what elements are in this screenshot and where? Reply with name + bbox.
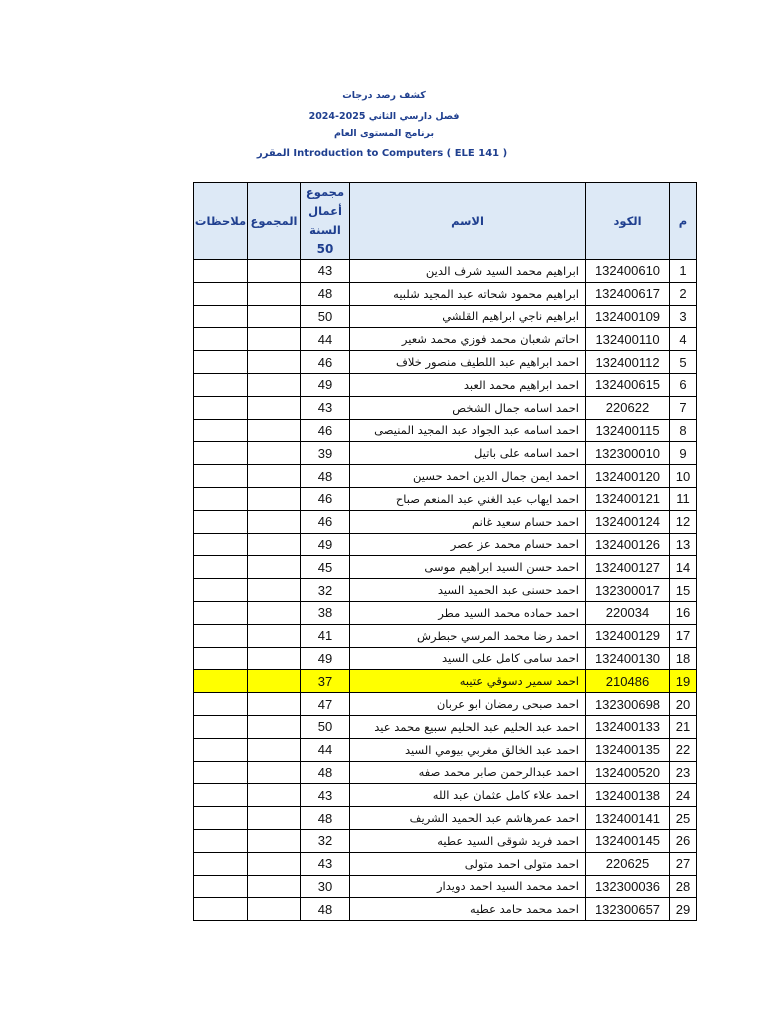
year-work-grade: 48 — [301, 282, 350, 305]
notes-cell — [194, 601, 248, 624]
table-row — [194, 533, 697, 556]
col-header-year-work-max: 50 — [316, 242, 334, 256]
student-name: احمد عبد الحليم عبد الحليم سبيع محمد عيد — [350, 715, 586, 738]
student-name: احمد فريد شوقى السيد عطيه — [350, 829, 586, 852]
table-row — [194, 807, 697, 830]
student-code: 132400138 — [586, 784, 670, 807]
student-code: 132400124 — [586, 510, 670, 533]
student-name: احمد علاء كامل عثمان عبد الله — [350, 784, 586, 807]
student-code: 220034 — [586, 601, 670, 624]
student-code: 132400110 — [586, 328, 670, 351]
notes-cell — [194, 784, 248, 807]
total-cell — [248, 852, 301, 875]
student-name: ابراهيم محمد السيد شرف الدين — [350, 260, 586, 283]
total-cell — [248, 533, 301, 556]
total-cell — [248, 487, 301, 510]
notes-cell — [194, 373, 248, 396]
year-work-grade: 30 — [301, 875, 350, 898]
student-code: 132400127 — [586, 556, 670, 579]
student-name: احمد حسنى عبد الحميد السيد — [350, 579, 586, 602]
total-cell — [248, 898, 301, 921]
student-code: 132300698 — [586, 693, 670, 716]
row-index: 22 — [670, 738, 697, 761]
notes-cell — [194, 351, 248, 374]
year-work-grade: 50 — [301, 305, 350, 328]
total-cell — [248, 784, 301, 807]
year-work-grade: 46 — [301, 419, 350, 442]
table-row — [194, 624, 697, 647]
table-row — [194, 282, 697, 305]
total-cell — [248, 282, 301, 305]
student-name: احمد ايهاب عبد الغني عبد المنعم صباح — [350, 487, 586, 510]
student-code: 132300036 — [586, 875, 670, 898]
table-row — [194, 693, 697, 716]
table-row — [194, 784, 697, 807]
total-cell — [248, 305, 301, 328]
student-code: 132400145 — [586, 829, 670, 852]
total-cell — [248, 693, 301, 716]
student-name: ابراهيم ناجي ابراهيم القلشي — [350, 305, 586, 328]
col-header-index: م — [670, 183, 697, 260]
student-name: احمد سمير دسوقي عتيبه — [350, 670, 586, 693]
year-work-grade: 48 — [301, 898, 350, 921]
notes-cell — [194, 761, 248, 784]
notes-cell — [194, 875, 248, 898]
student-code: 132400617 — [586, 282, 670, 305]
notes-cell — [194, 282, 248, 305]
notes-cell — [194, 260, 248, 283]
total-cell — [248, 647, 301, 670]
student-name: احمد متولى احمد متولى — [350, 852, 586, 875]
notes-cell — [194, 396, 248, 419]
year-work-grade: 50 — [301, 715, 350, 738]
row-index: 2 — [670, 282, 697, 305]
year-work-grade: 43 — [301, 396, 350, 419]
row-index: 4 — [670, 328, 697, 351]
table-row — [194, 738, 697, 761]
student-name: احاتم شعبان محمد فوزي محمد شعير — [350, 328, 586, 351]
row-index: 1 — [670, 260, 697, 283]
total-cell — [248, 761, 301, 784]
row-index: 5 — [670, 351, 697, 374]
total-cell — [248, 465, 301, 488]
total-cell — [248, 738, 301, 761]
student-name: ابراهيم محمود شحاته عبد المجيد شلبيه — [350, 282, 586, 305]
student-code: 132400121 — [586, 487, 670, 510]
col-header-code: الكود — [586, 183, 670, 260]
student-name: احمد اسامه جمال الشخص — [350, 396, 586, 419]
table-row — [194, 829, 697, 852]
notes-cell — [194, 898, 248, 921]
notes-cell — [194, 852, 248, 875]
table-row — [194, 305, 697, 328]
total-cell — [248, 442, 301, 465]
total-cell — [248, 624, 301, 647]
row-index: 12 — [670, 510, 697, 533]
col-header-notes: ملاحظات — [194, 183, 248, 260]
semester-line: فصل دارسي الثاني 2025-2024 — [308, 111, 460, 122]
table-row — [194, 556, 697, 579]
student-name: احمد حسن السيد ابراهيم موسى — [350, 556, 586, 579]
row-index: 13 — [670, 533, 697, 556]
total-cell — [248, 601, 301, 624]
year-work-grade: 32 — [301, 579, 350, 602]
student-name: احمد رضا محمد المرسي حبطرش — [350, 624, 586, 647]
row-index: 18 — [670, 647, 697, 670]
table-row — [194, 328, 697, 351]
student-code: 132300017 — [586, 579, 670, 602]
total-cell — [248, 556, 301, 579]
notes-cell — [194, 328, 248, 351]
table-row — [194, 647, 697, 670]
row-index: 8 — [670, 419, 697, 442]
year-work-grade: 45 — [301, 556, 350, 579]
table-row — [194, 373, 697, 396]
row-index: 3 — [670, 305, 697, 328]
year-work-grade: 43 — [301, 260, 350, 283]
col-header-year-work-label: مجموع أعمال السنة — [305, 185, 345, 237]
notes-cell — [194, 624, 248, 647]
total-cell — [248, 715, 301, 738]
notes-cell — [194, 556, 248, 579]
row-index: 27 — [670, 852, 697, 875]
row-index: 23 — [670, 761, 697, 784]
notes-cell — [194, 647, 248, 670]
row-index: 10 — [670, 465, 697, 488]
row-index: 17 — [670, 624, 697, 647]
notes-cell — [194, 829, 248, 852]
total-cell — [248, 875, 301, 898]
table-row — [194, 670, 697, 693]
student-name: احمد صبحى رمضان ابو عربان — [350, 693, 586, 716]
student-name: احمد اسامه على باتيل — [350, 442, 586, 465]
student-code: 132400133 — [586, 715, 670, 738]
notes-cell — [194, 465, 248, 488]
total-cell — [248, 373, 301, 396]
student-code: 132400109 — [586, 305, 670, 328]
student-code: 220622 — [586, 396, 670, 419]
row-index: 15 — [670, 579, 697, 602]
student-name: احمد ابراهيم محمد العبد — [350, 373, 586, 396]
student-code: 132300010 — [586, 442, 670, 465]
course-line — [0, 148, 768, 159]
table-row — [194, 715, 697, 738]
total-cell — [248, 419, 301, 442]
student-name: احمد اسامه عبد الجواد عبد المجيد المنيصى — [350, 419, 586, 442]
year-work-grade: 46 — [301, 510, 350, 533]
year-work-grade: 38 — [301, 601, 350, 624]
row-index: 28 — [670, 875, 697, 898]
row-index: 29 — [670, 898, 697, 921]
total-cell — [248, 351, 301, 374]
col-header-name: الاسم — [350, 183, 586, 260]
year-work-grade: 43 — [301, 852, 350, 875]
table-row — [194, 419, 697, 442]
student-name: احمد ابراهيم عبد اللطيف منصور خلاف — [350, 351, 586, 374]
row-index: 19 — [670, 670, 697, 693]
table-row — [194, 761, 697, 784]
notes-cell — [194, 670, 248, 693]
year-work-grade: 49 — [301, 647, 350, 670]
student-code: 132400141 — [586, 807, 670, 830]
year-work-grade: 47 — [301, 693, 350, 716]
student-code: 132400129 — [586, 624, 670, 647]
notes-cell — [194, 419, 248, 442]
sheet-title: كشف رصد درجات — [342, 90, 426, 101]
table-header-row — [194, 183, 697, 260]
table-row — [194, 465, 697, 488]
total-cell — [248, 579, 301, 602]
grades-table — [193, 182, 697, 921]
student-code: 132400112 — [586, 351, 670, 374]
year-work-grade: 48 — [301, 807, 350, 830]
table-row — [194, 351, 697, 374]
year-work-grade: 39 — [301, 442, 350, 465]
table-row — [194, 852, 697, 875]
year-work-grade: 48 — [301, 465, 350, 488]
year-work-grade: 49 — [301, 533, 350, 556]
notes-cell — [194, 579, 248, 602]
total-cell — [248, 328, 301, 351]
total-cell — [248, 829, 301, 852]
year-work-grade: 44 — [301, 738, 350, 761]
student-code: 132400130 — [586, 647, 670, 670]
row-index: 11 — [670, 487, 697, 510]
table-row — [194, 396, 697, 419]
year-work-grade: 43 — [301, 784, 350, 807]
student-name: احمد عبد الخالق مغربي بيومي السيد — [350, 738, 586, 761]
year-work-grade: 49 — [301, 373, 350, 396]
year-work-grade: 46 — [301, 487, 350, 510]
col-header-total: المجموع — [248, 183, 301, 260]
table-row — [194, 875, 697, 898]
student-name: احمد ايمن جمال الدين احمد حسين — [350, 465, 586, 488]
year-work-grade: 37 — [301, 670, 350, 693]
student-code: 132400126 — [586, 533, 670, 556]
student-code: 210486 — [586, 670, 670, 693]
total-cell — [248, 807, 301, 830]
student-name: احمد محمد السيد احمد دويدار — [350, 875, 586, 898]
student-code: 132400610 — [586, 260, 670, 283]
table-row — [194, 442, 697, 465]
student-name: احمد عمرهاشم عبد الحميد الشريف — [350, 807, 586, 830]
student-code: 132400615 — [586, 373, 670, 396]
year-work-grade: 48 — [301, 761, 350, 784]
row-index: 6 — [670, 373, 697, 396]
notes-cell — [194, 510, 248, 533]
student-name: احمد محمد حامد عطيه — [350, 898, 586, 921]
row-index: 7 — [670, 396, 697, 419]
notes-cell — [194, 442, 248, 465]
table-row — [194, 579, 697, 602]
course-label: المقرر — [256, 148, 290, 159]
notes-cell — [194, 807, 248, 830]
student-name: احمد حماده محمد السيد مطر — [350, 601, 586, 624]
year-work-grade: 41 — [301, 624, 350, 647]
notes-cell — [194, 738, 248, 761]
row-index: 25 — [670, 807, 697, 830]
table-row — [194, 601, 697, 624]
year-work-grade: 46 — [301, 351, 350, 374]
row-index: 26 — [670, 829, 697, 852]
table-row — [194, 898, 697, 921]
student-code: 132400115 — [586, 419, 670, 442]
student-code: 132400120 — [586, 465, 670, 488]
col-header-year-work — [301, 183, 350, 260]
total-cell — [248, 670, 301, 693]
table-row — [194, 510, 697, 533]
row-index: 20 — [670, 693, 697, 716]
notes-cell — [194, 487, 248, 510]
student-code: 132400520 — [586, 761, 670, 784]
year-work-grade: 44 — [301, 328, 350, 351]
row-index: 14 — [670, 556, 697, 579]
row-index: 9 — [670, 442, 697, 465]
table-row — [194, 487, 697, 510]
notes-cell — [194, 533, 248, 556]
notes-cell — [194, 693, 248, 716]
course-name: Introduction to Computers ( ELE 141 ) — [293, 148, 508, 159]
table-row — [194, 260, 697, 283]
student-code: 132400135 — [586, 738, 670, 761]
notes-cell — [194, 305, 248, 328]
row-index: 21 — [670, 715, 697, 738]
row-index: 16 — [670, 601, 697, 624]
total-cell — [248, 510, 301, 533]
year-work-grade: 32 — [301, 829, 350, 852]
program-line: برنامج المستوى العام — [333, 128, 435, 139]
notes-cell — [194, 715, 248, 738]
student-name: احمد عبدالرحمن صابر محمد صفه — [350, 761, 586, 784]
student-name: احمد حسام سعيد غانم — [350, 510, 586, 533]
table-body — [194, 260, 697, 921]
total-cell — [248, 396, 301, 419]
student-name: احمد سامى كامل على السيد — [350, 647, 586, 670]
student-name: احمد حسام محمد عز عصر — [350, 533, 586, 556]
row-index: 24 — [670, 784, 697, 807]
student-code: 132300657 — [586, 898, 670, 921]
student-code: 220625 — [586, 852, 670, 875]
total-cell — [248, 260, 301, 283]
